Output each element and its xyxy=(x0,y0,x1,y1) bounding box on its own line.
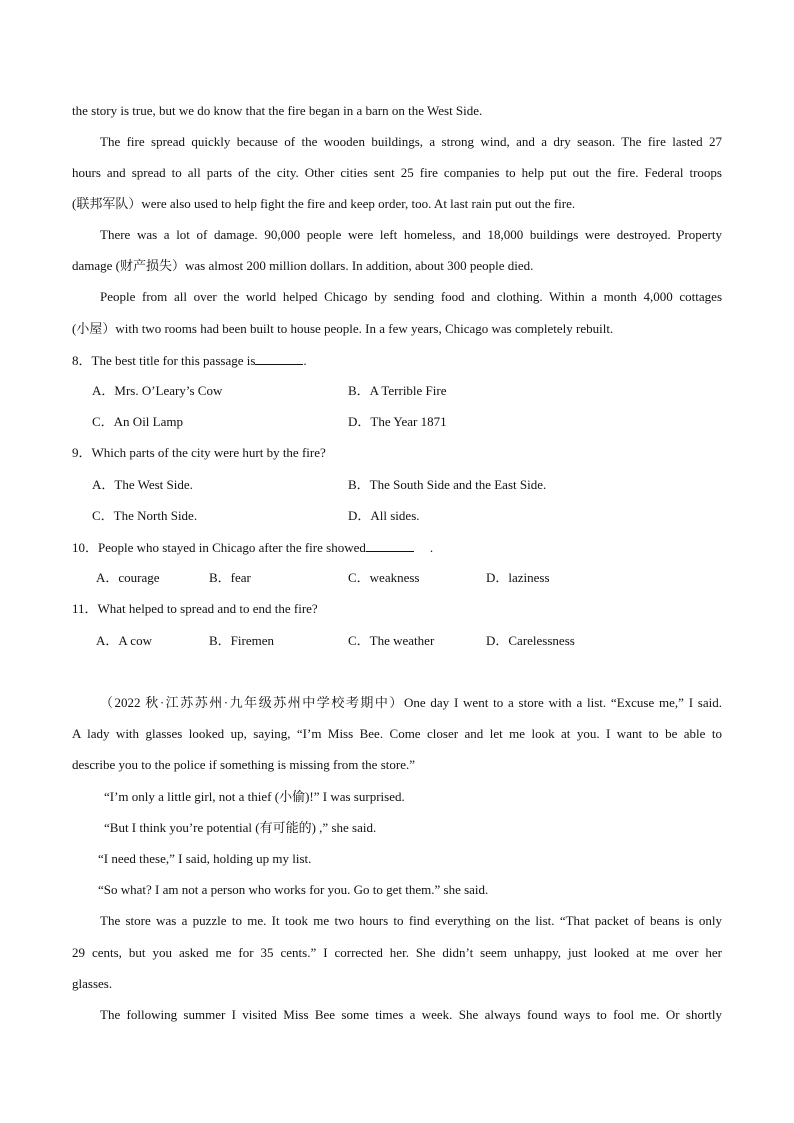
question-8-option-c: C．An Oil Lamp xyxy=(92,414,183,429)
passage2-line3: describe you to the police if something is missing from the store.” xyxy=(72,757,415,772)
passage2-line11: The following summer I visited Miss Bee some times a week. She always found ways to fool me. Or shortly xyxy=(100,1007,722,1022)
question-8 xyxy=(72,352,307,369)
question-8-option-b: B．A Terrible Fire xyxy=(348,383,447,398)
question-10-option-b: B．fear xyxy=(209,570,251,585)
question-10-suffix: . xyxy=(429,540,434,555)
question-11-option-c: C．The weather xyxy=(348,633,435,648)
answer-blank xyxy=(255,352,303,365)
passage1-para0-last-line: the story is true, but we do know that the fire began in a barn on the West Side. xyxy=(72,103,483,118)
question-10-option-c: C．weakness xyxy=(348,570,420,585)
passage2-line1: （2022 秋·江苏苏州·九年级苏州中学校考期中）One day I went to a store with a list. “Excuse me,” I said. xyxy=(100,695,722,710)
question-8-suffix: . xyxy=(303,353,307,368)
question-11-option-d: D．Carelessness xyxy=(486,633,575,648)
passage1-para1-line3: (联邦军队）were also used to help fight the fire and keep order, too. At last rain put out the fire. xyxy=(72,196,576,211)
passage2-line5: “But I think you’re potential (有可能的) ,” she said. xyxy=(104,820,377,835)
passage2-line2: A lady with glasses looked up, saying, “I’m Miss Bee. Come closer and let me look at you. I want to be able to xyxy=(72,726,722,741)
question-11-option-a: A．A cow xyxy=(96,633,152,648)
passage1-para2-line1: There was a lot of damage. 90,000 people were left homeless, and 18,000 buildings were destroyed. Property xyxy=(100,227,722,242)
answer-blank xyxy=(366,539,414,552)
question-8-option-d: D．The Year 1871 xyxy=(348,414,447,429)
question-9-option-d: D．All sides. xyxy=(348,508,420,523)
passage2-line6: “I need these,” I said, holding up my list. xyxy=(98,851,312,866)
question-9-stem: 9．Which parts of the city were hurt by the fire? xyxy=(72,445,326,460)
question-10-stem: 10．People who stayed in Chicago after the fire showed xyxy=(72,540,366,555)
question-10 xyxy=(72,539,433,556)
passage2-line7: “So what? I am not a person who works for you. Go to get them.” she said. xyxy=(98,882,489,897)
question-9-option-c: C．The North Side. xyxy=(92,508,198,523)
question-8-stem: 8．The best title for this passage is xyxy=(72,353,256,368)
passage1-para1-line1: The fire spread quickly because of the wooden buildings, a strong wind, and a dry season. The fire lasted 27 xyxy=(100,134,722,149)
question-8-option-a: A．Mrs. O’Leary’s Cow xyxy=(92,383,223,398)
question-9-option-b: B．The South Side and the East Side. xyxy=(348,477,547,492)
question-9-option-a: A．The West Side. xyxy=(92,477,193,492)
passage2-line9: 29 cents, but you asked me for 35 cents.” I corrected her. She didn’t seem unhappy, just looked at me over her xyxy=(72,945,722,960)
passage1-para3-line1: People from all over the world helped Chicago by sending food and clothing. Within a month 4,000 cottages xyxy=(100,289,722,304)
passage1-para1-line2: hours and spread to all parts of the city. Other cities sent 25 fire companies to help put out the fire. Federal troops xyxy=(72,165,722,180)
passage2-line10: glasses. xyxy=(72,976,113,991)
passage1-para3-line2: (小屋）with two rooms had been built to house people. In a few years, Chicago was completely rebuilt. xyxy=(72,321,614,336)
question-11-option-b: B．Firemen xyxy=(209,633,274,648)
passage2-line8: The store was a puzzle to me. It took me two hours to find everything on the list. “That packet of beans is only xyxy=(100,913,722,928)
passage2-line4: “I’m only a little girl, not a thief (小偷)!” I was surprised. xyxy=(104,789,405,804)
question-11-stem: 11．What helped to spread and to end the fire? xyxy=(72,601,318,616)
question-9 xyxy=(72,445,326,461)
question-10-option-d: D．laziness xyxy=(486,570,550,585)
question-10-option-a: A．courage xyxy=(96,570,160,585)
question-11 xyxy=(72,601,318,617)
passage1-para2-line2: damage (财产损失）was almost 200 million dollars. In addition, about 300 people died. xyxy=(72,258,534,273)
